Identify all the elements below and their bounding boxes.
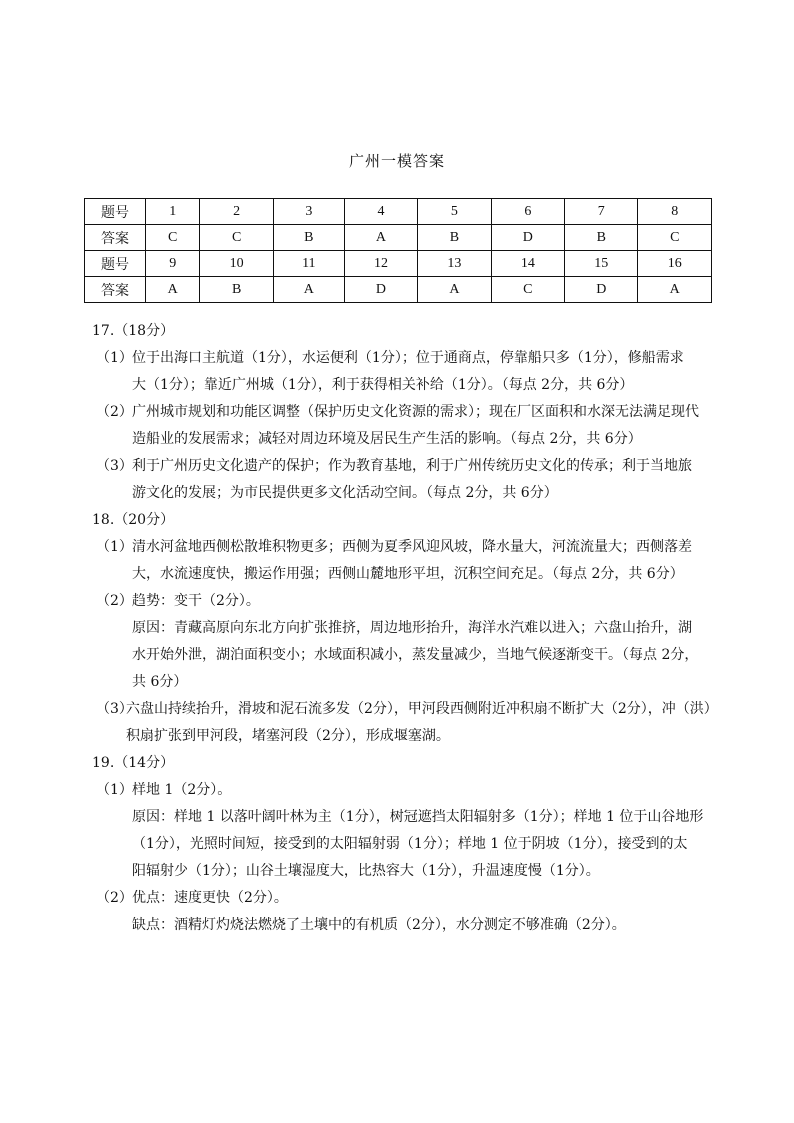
q19-part-2	[96, 885, 736, 939]
table-cell: 16	[638, 251, 712, 277]
q19-part-1	[96, 777, 736, 885]
table-cell: C	[146, 225, 200, 251]
q18-part-2	[96, 588, 736, 696]
part-number: （3）	[96, 458, 133, 474]
text-line: 水开始外泄，湖泊面积变小；水域面积减小，蒸发量减少，当地气候逐渐变干。（每点 2分，	[132, 647, 699, 663]
text-line: 优点：速度更快（2分）。	[132, 890, 288, 906]
row-label: 答案	[85, 225, 146, 251]
part-number: （2）	[96, 593, 133, 609]
table-cell: 14	[491, 251, 564, 277]
table-cell: D	[565, 277, 638, 303]
text-line: 积扇扩张到甲河段，堵塞河段（2分），形成堰塞湖。	[126, 728, 450, 744]
part-number: （2）	[96, 890, 133, 906]
table-cell: C	[200, 225, 273, 251]
table-cell: A	[146, 277, 200, 303]
table-row	[85, 277, 712, 303]
table-cell: C	[491, 277, 564, 303]
answer-content	[92, 318, 736, 939]
table-cell: 7	[565, 199, 638, 225]
table-row	[85, 199, 712, 225]
table-cell: 5	[418, 199, 491, 225]
row-label: 答案	[85, 277, 146, 303]
table-cell: B	[200, 277, 273, 303]
question-18-header: 18.（20分）	[92, 512, 175, 528]
q18-part-1	[96, 534, 736, 588]
row-label: 题号	[85, 251, 146, 277]
table-cell: 6	[491, 199, 564, 225]
table-cell: 2	[200, 199, 273, 225]
text-line: 样地 1（2分）。	[132, 782, 232, 798]
table-cell: B	[273, 225, 344, 251]
text-line: 原因：样地 1 以落叶阔叶林为主（1分），树冠遮挡太阳辐射多（1分）；样地 1 位于山谷地形	[132, 809, 704, 825]
q17-part-3	[96, 453, 736, 507]
q18-part-3	[96, 696, 736, 750]
table-cell: 9	[146, 251, 200, 277]
table-cell: B	[565, 225, 638, 251]
text-line: 位于出海口主航道（1分），水运便利（1分）；位于通商点，停靠船只多（1分），修船需求	[132, 350, 684, 366]
table-cell: 1	[146, 199, 200, 225]
table-row	[85, 225, 712, 251]
part-number: （1）	[96, 539, 133, 555]
table-cell: B	[418, 225, 491, 251]
text-line: 利于广州历史文化遗产的保护；作为教育基地，利于广州传统历史文化的传承；利于当地旅	[132, 458, 692, 474]
text-line: 趋势：变干（2分）。	[132, 593, 260, 609]
text-line: 大，水流速度快，搬运作用强；西侧山麓地形平坦，沉积空间充足。（每点 2分，共 6分）	[132, 566, 684, 582]
text-line: 六盘山持续抬升，滑坡和泥石流多发（2分），甲河段西侧附近冲积扇不断扩大（2分），冲（洪）	[126, 701, 718, 717]
table-cell: 11	[273, 251, 344, 277]
table-cell: 13	[418, 251, 491, 277]
part-number: （3）	[96, 701, 133, 717]
answer-table	[84, 198, 712, 303]
table-cell: 10	[200, 251, 273, 277]
text-line: 造船业的发展需求；减轻对周边环境及居民生产生活的影响。（每点 2分，共 6分）	[132, 431, 642, 447]
table-cell: A	[344, 225, 417, 251]
text-line: （1分），光照时间短，接受到的太阳辐射弱（1分）；样地 1 位于阴坡（1分），接受到的太	[132, 836, 688, 852]
q17-part-1	[96, 345, 736, 399]
table-cell: 12	[344, 251, 417, 277]
part-number: （2）	[96, 404, 133, 420]
text-line: 清水河盆地西侧松散堆积物更多；西侧为夏季风迎风坡，降水量大，河流流量大；西侧落差	[132, 539, 692, 555]
part-number: （1）	[96, 350, 133, 366]
question-19-header: 19.（14分）	[92, 755, 175, 771]
table-cell: D	[344, 277, 417, 303]
table-cell: 15	[565, 251, 638, 277]
table-cell: A	[418, 277, 491, 303]
table-cell: 4	[344, 199, 417, 225]
table-cell: C	[638, 225, 712, 251]
page-title: 广州一模答案	[348, 152, 445, 170]
text-line: 广州城市规划和功能区调整（保护历史文化资源的需求）；现在厂区面积和水深无法满足现代	[132, 404, 699, 420]
table-cell: 8	[638, 199, 712, 225]
text-line: 阳辐射少（1分）；山谷土壤湿度大，比热容大（1分），升温速度慢（1分）。	[132, 863, 600, 879]
text-line: 原因：青藏高原向东北方向扩张推挤，周边地形抬升，海洋水汽难以进入；六盘山抬升，湖	[132, 620, 692, 636]
q17-part-2	[96, 399, 736, 453]
row-label: 题号	[85, 199, 146, 225]
text-line: 缺点：酒精灯灼烧法燃烧了土壤中的有机质（2分），水分测定不够准确（2分）。	[132, 917, 626, 933]
part-number: （1）	[96, 782, 133, 798]
table-row	[85, 251, 712, 277]
table-cell: D	[491, 225, 564, 251]
question-17-header: 17.（18分）	[92, 323, 175, 339]
table-cell: A	[638, 277, 712, 303]
text-line: 大（1分）；靠近广州城（1分），利于获得相关补给（1分）。（每点 2分，共 6分）	[132, 377, 634, 393]
text-line: 共 6分）	[132, 674, 188, 690]
table-cell: 3	[273, 199, 344, 225]
table-cell: A	[273, 277, 344, 303]
text-line: 游文化的发展；为市民提供更多文化活动空间。（每点 2分，共 6分）	[132, 485, 558, 501]
